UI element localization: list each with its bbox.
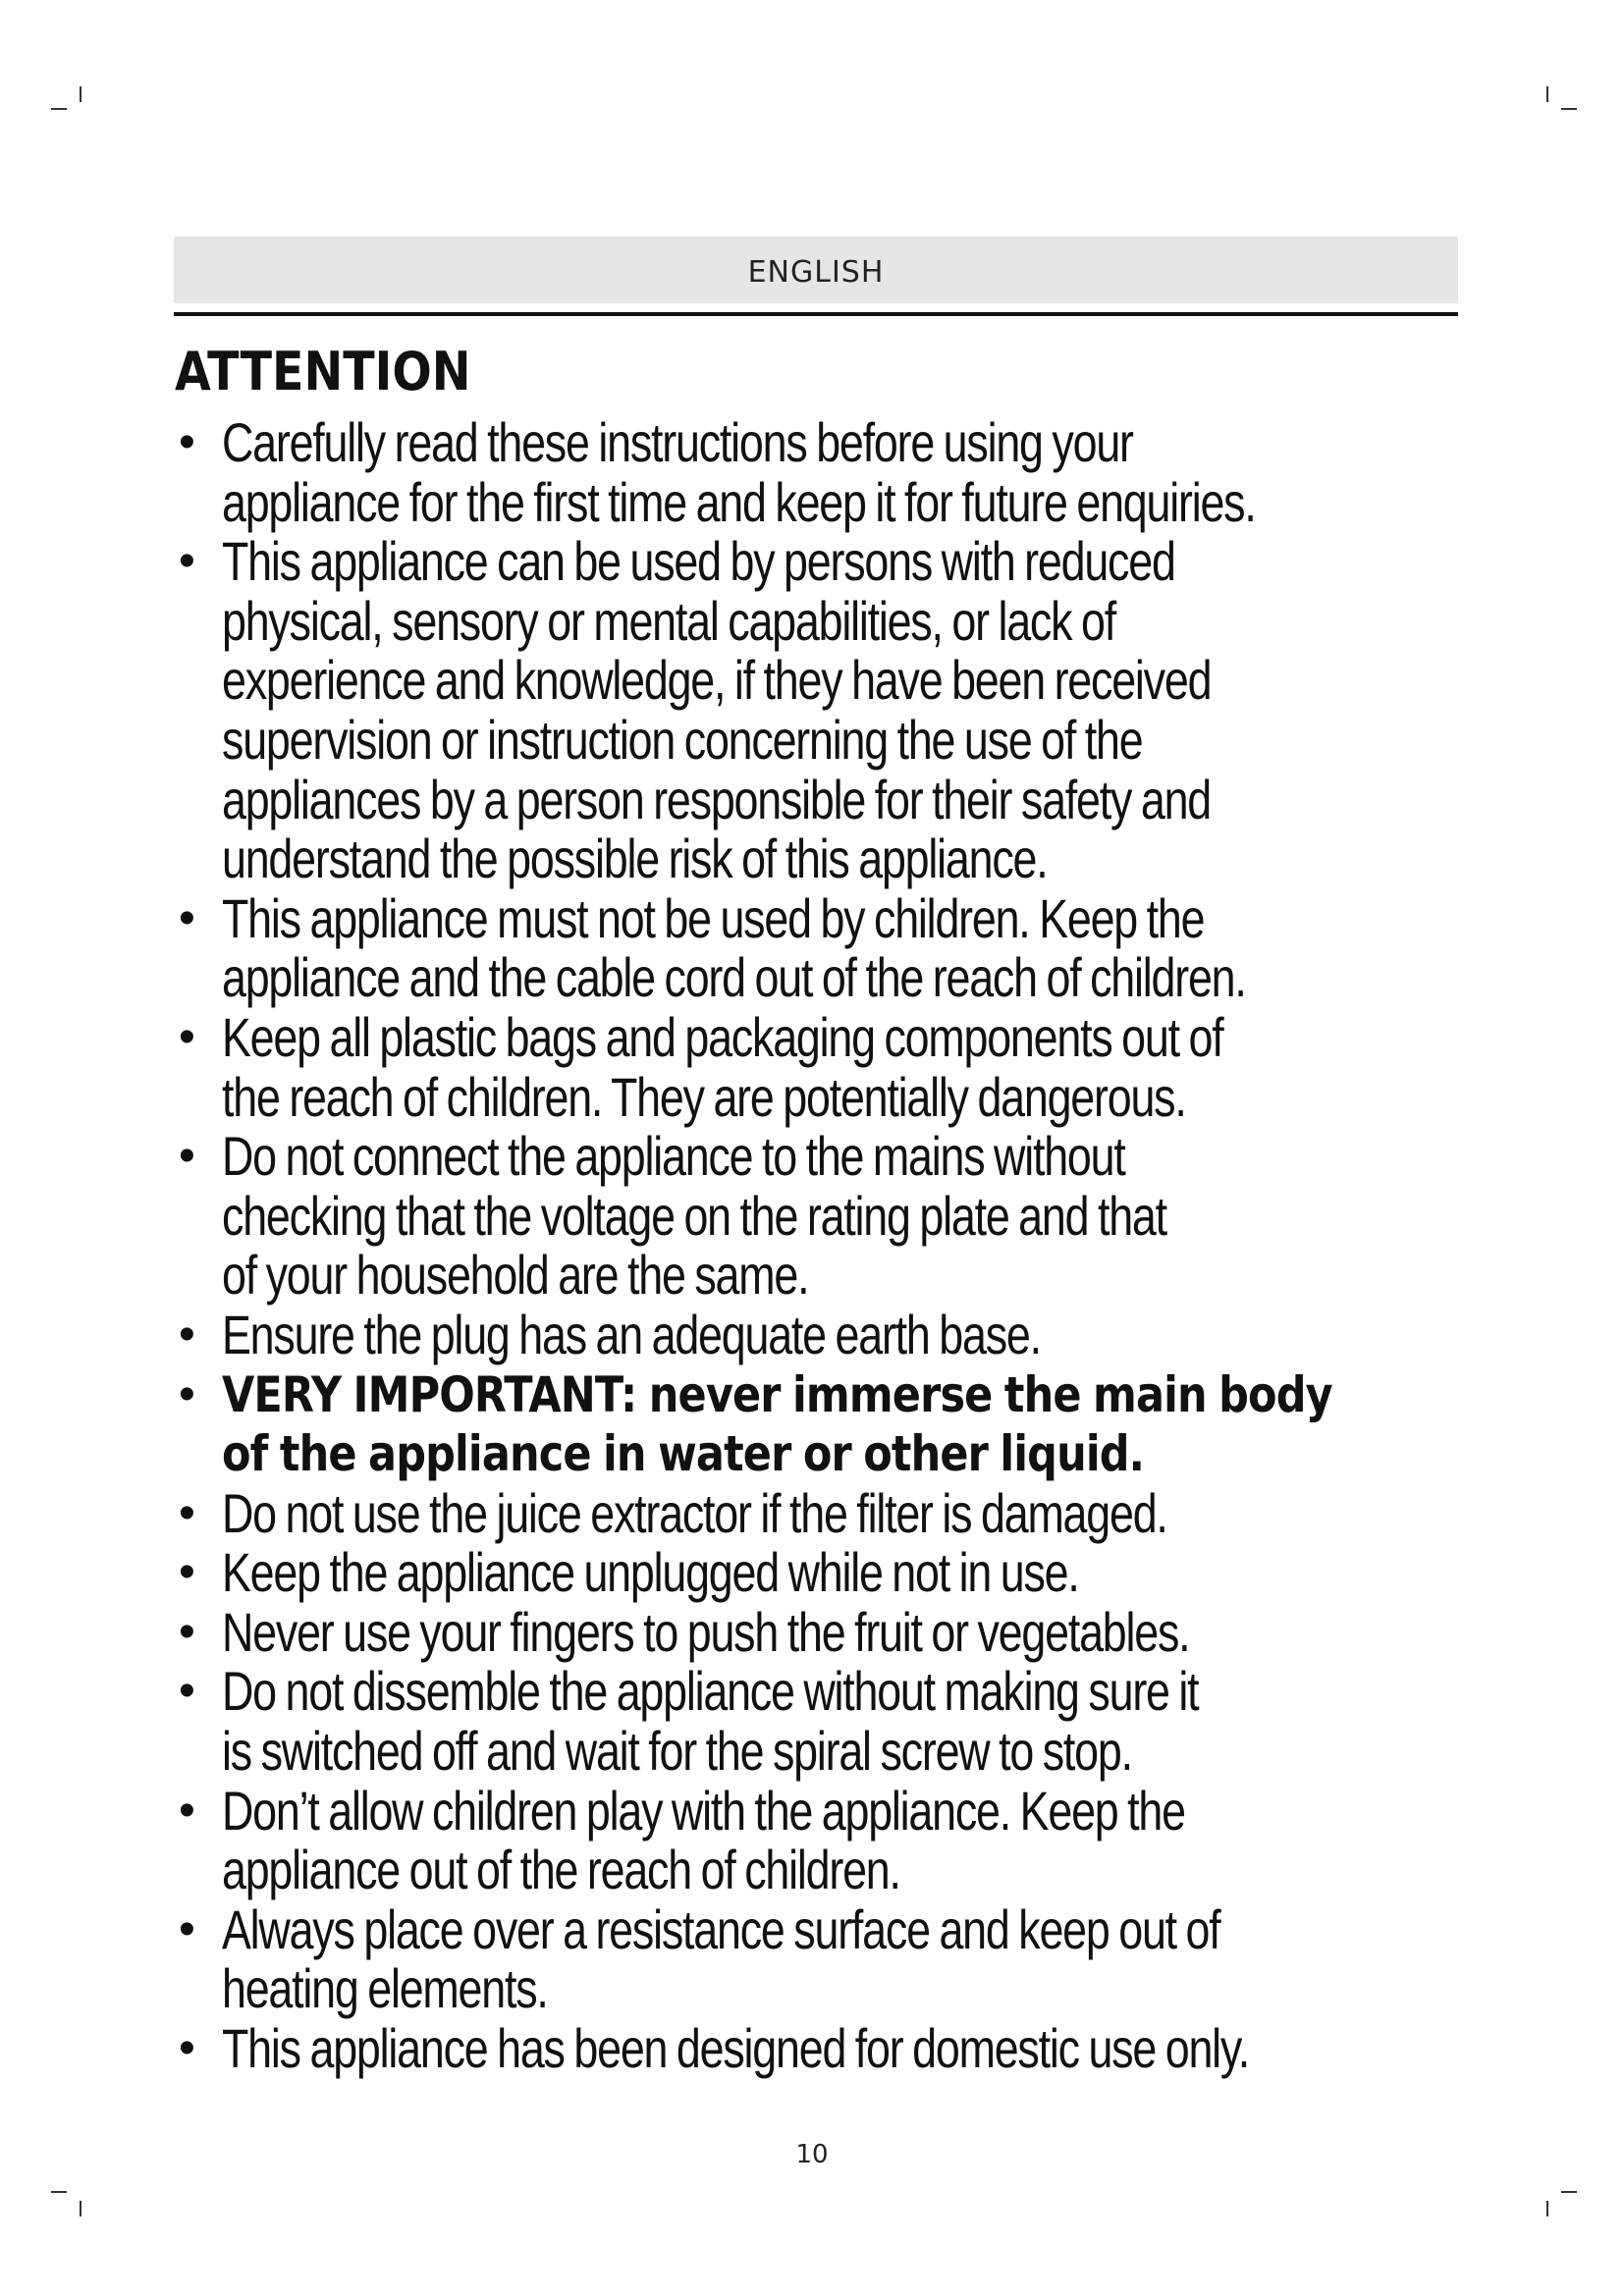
list-item-line: Never use your fingers to push the fruit or vegetables. [222,1600,1190,1663]
list-item-line: Do not use the juice extractor if the filter is damaged. [222,1481,1167,1544]
list-item-line: experience and knowledge, if they have been received [222,649,1212,712]
bullet-icon: • [179,416,194,468]
list-item-line: physical, sensory or mental capabilities, or lack of [222,589,1115,652]
list-item [175,1481,1461,1544]
bullet-icon: • [179,891,194,944]
list-item [175,1600,1461,1663]
list-item-line: appliances by a person responsible for their safety and [222,768,1212,830]
bullet-icon: • [179,1367,194,1420]
bullet-icon: • [179,1010,194,1063]
list-item-line: is switched off and wait for the spiral screw to stop. [222,1720,1132,1783]
header-divider [174,312,1458,316]
list-item-line: Do not dissemble the appliance without making sure it [222,1660,1199,1723]
crop-mark-top-right [1546,86,1548,102]
list-item [175,1005,1461,1128]
list-item-line: This appliance can be used by persons with reduced [222,530,1175,593]
list-item-line: appliance for the first time and keep it for future enquiries. [222,470,1256,533]
list-item-line: understand the possible risk of this appliance. [222,828,1048,890]
list-item [175,413,1461,532]
crop-mark-bottom-left [80,2201,81,2216]
list-item-line: This appliance has been designed for domestic use only. [222,2017,1250,2080]
list-item-line: appliance and the cable cord out of the reach of children. [222,946,1246,1009]
list-item [175,1127,1461,1306]
list-item-line: This appliance must not be used by children. Keep the [222,886,1205,949]
list-item-line: Keep the appliance unplugged while not in use. [222,1541,1079,1604]
list-item-line: Carefully read these instructions before using your [222,411,1133,473]
crop-mark-top-left [51,108,67,110]
bullet-icon: • [179,1665,194,1718]
list-item-line: VERY IMPORTANT: never immerse the main body [222,1365,1332,1423]
list-item-line: heating elements. [222,1957,548,2020]
bullet-icon: • [179,1784,194,1837]
list-item-line: of the appliance in water or other liquid. [222,1425,1145,1483]
warning-list [175,413,1461,2079]
list-item [175,1365,1461,1484]
crop-mark-top-right [1561,108,1577,110]
page-number: 10 [795,2140,829,2169]
list-item [175,1303,1461,1365]
list-item [175,1897,1461,2020]
bullet-icon: • [179,1130,194,1183]
list-item-line: Don’t allow children play with the appliance. Keep the [222,1779,1185,1842]
list-item-line: Keep all plastic bags and packaging components out of [222,1005,1223,1068]
language-header [174,237,1458,303]
list-item [175,1779,1461,1901]
bullet-icon: • [179,2022,194,2075]
list-item-line: appliance out of the reach of children. [222,1839,900,1901]
list-item [175,532,1461,889]
bullet-icon: • [179,1902,194,1955]
list-item-line: checking that the voltage on the rating plate and that [222,1184,1166,1247]
bullet-icon: • [179,1546,194,1599]
crop-mark-bottom-left [51,2191,67,2193]
bullet-icon: • [179,1486,194,1539]
list-item [175,1662,1461,1781]
bullet-icon: • [179,1308,194,1361]
list-item-line: Always place over a resistance surface and keep out of [222,1897,1220,1960]
list-item [175,2019,1461,2079]
language-label: ENGLISH [747,255,885,290]
bullet-icon: • [179,1605,194,1658]
list-item-line: Do not connect the appliance to the mains without [222,1125,1125,1188]
bullet-icon: • [179,535,194,588]
crop-mark-top-left [80,86,81,102]
list-item [175,1543,1461,1603]
list-item-line: the reach of children. They are potentially dangerous. [222,1065,1186,1128]
list-item-line: supervision or instruction concerning the use of the [222,708,1143,771]
crop-mark-bottom-right [1546,2201,1548,2216]
page-title: ATTENTION [175,341,471,402]
list-item-line: Ensure the plug has an adequate earth base. [222,1303,1041,1365]
list-item-line: of your household are the same. [222,1244,809,1307]
list-item [175,886,1461,1009]
crop-mark-bottom-right [1561,2191,1577,2193]
